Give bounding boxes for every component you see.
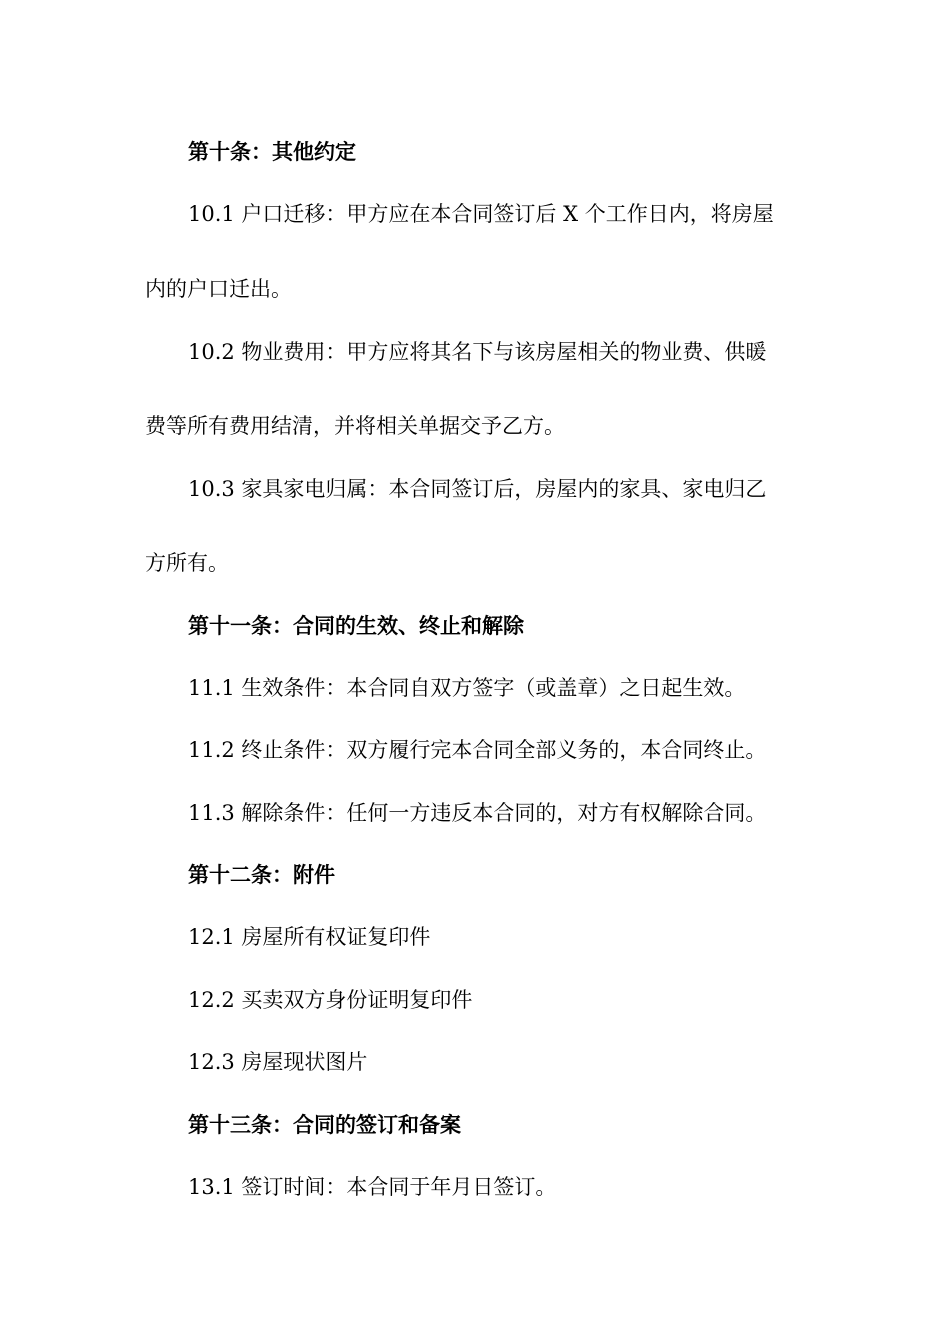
- clause-10-1: 10.1 户口迁移：甲方应在本合同签订后 X 个工作日内，将房屋: [188, 202, 774, 226]
- clause-11-1: 11.1 生效条件：本合同自双方签字（或盖章）之日起生效。: [188, 676, 746, 700]
- clause-10-3-cont: 方所有。: [145, 551, 229, 575]
- clause-12-1: 12.1 房屋所有权证复印件: [188, 925, 431, 949]
- section-heading-12: 第十二条：附件: [188, 863, 335, 887]
- clause-10-1-cont: 内的户口迁出。: [145, 277, 292, 301]
- section-heading-13: 第十三条：合同的签订和备案: [188, 1113, 461, 1137]
- clause-10-2: 10.2 物业费用：甲方应将其名下与该房屋相关的物业费、供暖: [188, 340, 767, 364]
- clause-12-3: 12.3 房屋现状图片: [188, 1050, 368, 1074]
- clause-10-2-cont: 费等所有费用结清，并将相关单据交予乙方。: [145, 414, 565, 438]
- clause-11-3: 11.3 解除条件：任何一方违反本合同的，对方有权解除合同。: [188, 801, 767, 825]
- clause-13-1: 13.1 签订时间：本合同于年月日签订。: [188, 1175, 557, 1199]
- section-heading-10: 第十条：其他约定: [188, 140, 356, 164]
- clause-12-2: 12.2 买卖双方身份证明复印件: [188, 988, 473, 1012]
- clause-11-2: 11.2 终止条件：双方履行完本合同全部义务的，本合同终止。: [188, 738, 767, 762]
- section-heading-11: 第十一条：合同的生效、终止和解除: [188, 614, 524, 638]
- clause-10-3: 10.3 家具家电归属：本合同签订后，房屋内的家具、家电归乙: [188, 477, 767, 501]
